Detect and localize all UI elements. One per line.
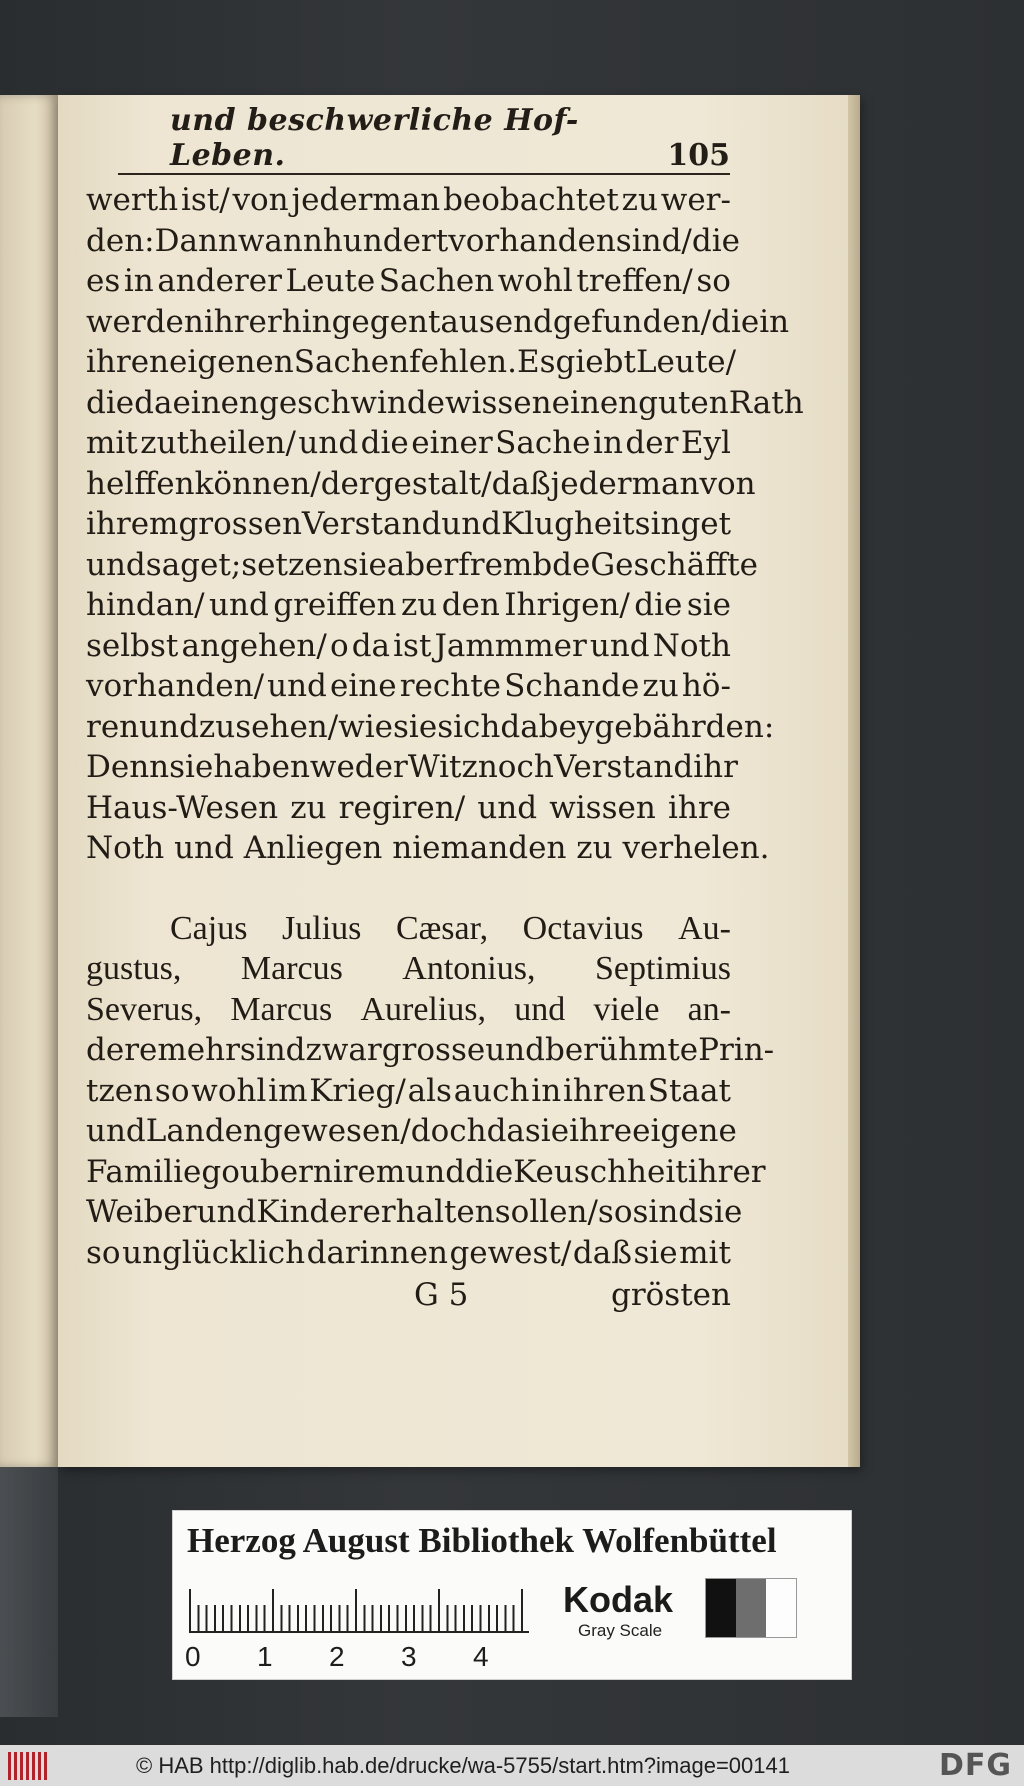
word: mit <box>679 1234 731 1271</box>
word: und <box>196 1194 257 1230</box>
text-line <box>86 666 731 707</box>
word: mit <box>86 425 138 461</box>
word: viele <box>593 990 660 1028</box>
word: Keuschheit <box>513 1153 688 1190</box>
word: noch <box>477 749 554 785</box>
word: dabey <box>500 708 595 745</box>
word: als <box>407 1072 452 1109</box>
gray-patch-black <box>706 1579 736 1637</box>
word: Haus-Wesen <box>86 789 279 826</box>
word: eigene <box>632 1113 737 1149</box>
word: greiffen <box>273 587 397 623</box>
ruler-number: 3 <box>401 1641 417 1672</box>
word: saget; <box>145 546 242 583</box>
word: Au- <box>678 909 731 947</box>
word: zu <box>198 708 236 745</box>
word: von <box>699 465 756 502</box>
paragraph-2 <box>86 909 775 1274</box>
word: zu <box>621 182 658 218</box>
kodak-logo: Kodak <box>563 1579 674 1620</box>
word: in <box>759 303 790 340</box>
word: sehen/ <box>235 708 339 745</box>
facing-page-edge <box>0 95 58 1467</box>
credit-link[interactable]: © HAB http://diglib.hab.de/drucke/wa-5755/start.htm?image=00141 <box>136 1752 790 1778</box>
word: an- <box>687 990 731 1028</box>
word: zu <box>290 789 327 826</box>
word: tzen <box>86 1072 154 1109</box>
hab-barcode-icon <box>8 1752 48 1780</box>
word: die <box>711 303 760 340</box>
text-line <box>86 1030 775 1071</box>
text-line <box>86 707 775 748</box>
word: selbst <box>86 627 179 664</box>
gray-scale-label: Gray Scale <box>578 1621 663 1640</box>
word: sollen/ <box>494 1194 598 1230</box>
gray-patch-mid <box>736 1579 766 1637</box>
text-line <box>86 1071 731 1112</box>
word: Cæsar, <box>395 909 489 947</box>
word: aber <box>386 546 459 583</box>
word: einen <box>551 384 639 421</box>
viewer-footer-bar <box>0 1745 1024 1786</box>
word: die <box>360 425 409 461</box>
word: wissen <box>549 789 656 826</box>
word: rechte <box>399 668 501 704</box>
word: berühmte <box>544 1032 699 1068</box>
word: Es <box>516 344 556 380</box>
word: Aurelius, <box>360 990 487 1028</box>
word: können/ <box>194 465 321 502</box>
word: und <box>514 990 566 1028</box>
word: singet <box>634 506 732 542</box>
word: Antonius, <box>402 950 536 987</box>
word: sie <box>698 1194 743 1230</box>
text-line <box>86 1152 766 1193</box>
word: Dann <box>154 222 238 259</box>
word: daß <box>572 1234 632 1271</box>
word: die <box>86 384 135 421</box>
text-line: Noth und Anliegen niemanden zu verhelen. <box>86 830 770 866</box>
word: ihren <box>562 1072 646 1109</box>
word: und <box>441 506 502 542</box>
word: hö- <box>681 668 731 704</box>
word: gustus, <box>86 950 182 987</box>
ruler-number: 2 <box>329 1641 345 1672</box>
word: die <box>634 587 683 623</box>
text-line <box>86 423 731 464</box>
word: anderer <box>157 263 282 299</box>
word: doch <box>410 1113 487 1149</box>
word: dergestalt/ <box>320 465 492 502</box>
word: o <box>329 627 349 664</box>
word: auch <box>453 1072 530 1109</box>
word: sie <box>393 708 438 745</box>
word: ihrer <box>687 1153 766 1190</box>
ruler-number: 4 <box>473 1641 489 1672</box>
scale-ruler-major-ticks <box>189 1589 531 1631</box>
text-line <box>86 990 731 1031</box>
text-line <box>86 1192 743 1233</box>
word: Schande <box>504 668 640 704</box>
word: sie <box>342 546 387 583</box>
word: Rath <box>728 384 804 421</box>
word: ren <box>86 708 140 745</box>
word: ihrer <box>203 303 282 340</box>
word: treffen/ <box>576 263 693 299</box>
word: so <box>154 1072 190 1109</box>
word: jederman <box>291 182 441 218</box>
institution-label: Herzog August Bibliothek Wolfenbüttel <box>187 1521 777 1560</box>
word: Jammmer <box>434 627 587 664</box>
word: erhalten <box>362 1194 495 1230</box>
word: sie <box>169 749 214 785</box>
page-fore-edge <box>848 95 860 1467</box>
word: und <box>209 587 269 623</box>
word: vorhanden/ <box>86 668 265 704</box>
word: haben <box>213 749 310 785</box>
word: werth <box>86 182 179 218</box>
word: in <box>123 263 154 299</box>
word: angehen/ <box>181 627 327 664</box>
word: Weiber <box>86 1194 197 1230</box>
word: sie <box>686 587 731 623</box>
word: und <box>267 668 327 704</box>
word: den: <box>86 222 155 259</box>
word: zutheilen/ <box>140 425 296 461</box>
word: und <box>298 425 359 461</box>
word: die <box>691 222 740 259</box>
word: Familie <box>86 1153 202 1190</box>
word: gefunden/ <box>552 303 712 340</box>
text-line <box>86 383 804 424</box>
word: wer- <box>660 182 731 218</box>
word: guten <box>638 384 729 421</box>
word: da <box>351 627 391 664</box>
word: Prin- <box>698 1032 775 1068</box>
text-line <box>86 747 738 788</box>
word: Marcus <box>230 990 333 1028</box>
word: daß <box>491 465 551 502</box>
text-line <box>86 302 790 343</box>
word: zu <box>642 668 679 704</box>
word: beobachtet <box>443 182 619 218</box>
word: Landen <box>145 1113 263 1149</box>
word: Ihrigen/ <box>504 587 630 623</box>
word: gewest/ <box>449 1234 572 1271</box>
word: von <box>232 182 289 218</box>
word: Julius <box>282 909 362 947</box>
text-line <box>86 464 756 505</box>
word: regiren/ <box>338 789 466 826</box>
word: ihre <box>667 789 731 826</box>
word: darinnen <box>306 1234 448 1271</box>
word: ist <box>393 627 432 664</box>
word: Noth <box>652 627 731 664</box>
word: Octavius <box>522 909 644 947</box>
word: sie <box>633 1234 678 1271</box>
word: fehlen. <box>409 344 517 380</box>
word: grossen <box>178 506 302 542</box>
text-line <box>86 949 731 990</box>
word: Geschäffte <box>590 546 759 583</box>
binding-shadow <box>0 1467 58 1717</box>
word: hundert <box>322 222 449 259</box>
word: Sachen <box>378 263 495 299</box>
word: eine <box>330 668 397 704</box>
ruler-number: 0 <box>185 1641 201 1672</box>
word: in <box>531 1072 562 1109</box>
word: Krieg/ <box>309 1072 406 1109</box>
word: eigenen <box>169 344 294 380</box>
word: Witz <box>407 749 478 785</box>
word: wissen <box>445 384 552 421</box>
word: einer <box>411 425 493 461</box>
word: gewesen/ <box>262 1113 411 1149</box>
word: giebt <box>555 344 636 380</box>
text-line <box>86 626 731 667</box>
word: ihre <box>569 1113 633 1149</box>
word: sind <box>239 1032 306 1068</box>
text-line <box>86 504 731 545</box>
word: so <box>86 1234 121 1271</box>
word: grosse <box>381 1032 486 1068</box>
running-head <box>118 103 730 175</box>
text-line <box>86 1111 737 1152</box>
word: helffen <box>86 465 195 502</box>
word: wohl <box>497 263 573 299</box>
word: hingegen <box>281 303 428 340</box>
word: weder <box>309 749 408 785</box>
word: so <box>696 263 731 299</box>
word: werden <box>86 303 204 340</box>
word: und <box>405 1153 466 1190</box>
word: wohl <box>191 1072 267 1109</box>
running-title: und beschwerliche Hof-Leben. <box>170 103 579 173</box>
signature-mark: G 5 <box>414 1277 469 1313</box>
word: Denn <box>86 749 170 785</box>
word: unglücklich <box>122 1234 306 1271</box>
word: es <box>86 263 121 299</box>
word: hindan/ <box>86 587 205 623</box>
text-line <box>86 585 731 626</box>
text-line <box>86 545 759 586</box>
word: ihr <box>693 749 738 785</box>
word: da <box>134 384 173 421</box>
word: da <box>486 1113 525 1149</box>
catchword: grösten <box>610 1277 731 1313</box>
word: ihren <box>86 344 170 380</box>
word: wie <box>338 708 394 745</box>
text-line <box>86 342 737 383</box>
word: gebährden: <box>594 708 775 745</box>
word: Verstand <box>301 506 442 542</box>
word: Marcus <box>240 950 343 987</box>
page-text <box>86 180 804 1273</box>
word: goubernirem <box>201 1153 406 1190</box>
word: und <box>589 627 650 664</box>
word: der <box>625 425 679 461</box>
word: so <box>597 1194 633 1230</box>
word: tausend <box>427 303 553 340</box>
word: zu <box>400 587 438 623</box>
word: Septimius <box>594 950 731 987</box>
text-line <box>86 261 731 302</box>
word: Kinder <box>256 1194 363 1230</box>
word: einen <box>172 384 259 421</box>
word: und <box>86 1113 146 1149</box>
word: Verstand <box>553 749 694 785</box>
text-line <box>86 909 731 950</box>
word: den <box>441 587 500 623</box>
ruler-numbers <box>185 1641 545 1673</box>
gray-scale-patches <box>705 1578 797 1638</box>
word: und <box>477 789 538 826</box>
word: die <box>465 1153 514 1190</box>
color-target-card <box>172 1510 852 1680</box>
word: frembde <box>458 546 591 583</box>
word: setzen <box>241 546 343 583</box>
word: Staat <box>647 1072 731 1109</box>
word: vorhanden <box>448 222 616 259</box>
word: in <box>593 425 623 461</box>
word: Sachen <box>293 344 410 380</box>
word: geschwinde <box>258 384 446 421</box>
word: Leute <box>285 263 376 299</box>
paragraph-1 <box>86 180 804 869</box>
word: Eyl <box>680 425 731 461</box>
text-line <box>86 221 740 262</box>
word: dere <box>86 1032 158 1068</box>
word: ist/ <box>180 182 230 218</box>
text-line <box>86 1233 731 1274</box>
page-number: 105 <box>667 138 730 173</box>
word: Leute/ <box>635 344 737 380</box>
text-line <box>86 788 731 829</box>
word: sie <box>524 1113 570 1149</box>
word: Sache <box>495 425 591 461</box>
ruler-number: 1 <box>257 1641 273 1672</box>
word: Cajus <box>170 909 248 947</box>
word: sich <box>437 708 501 745</box>
word: sind <box>632 1194 699 1230</box>
text-line <box>86 180 731 221</box>
dfg-logo: DFG <box>938 1748 1012 1783</box>
word: jederman <box>550 465 700 502</box>
word: und <box>86 546 146 583</box>
word: mehr <box>157 1032 240 1068</box>
word: und <box>485 1032 545 1068</box>
page-footer <box>86 1277 731 1313</box>
gray-patch-white <box>766 1579 796 1637</box>
word: wann <box>237 222 323 259</box>
word: zwar <box>305 1032 382 1068</box>
word: und <box>139 708 199 745</box>
word: Klugheit <box>501 506 635 542</box>
word: im <box>268 1072 308 1109</box>
word: ihrem <box>86 506 179 542</box>
word: Severus, <box>86 990 203 1028</box>
word: sind/ <box>615 222 692 259</box>
